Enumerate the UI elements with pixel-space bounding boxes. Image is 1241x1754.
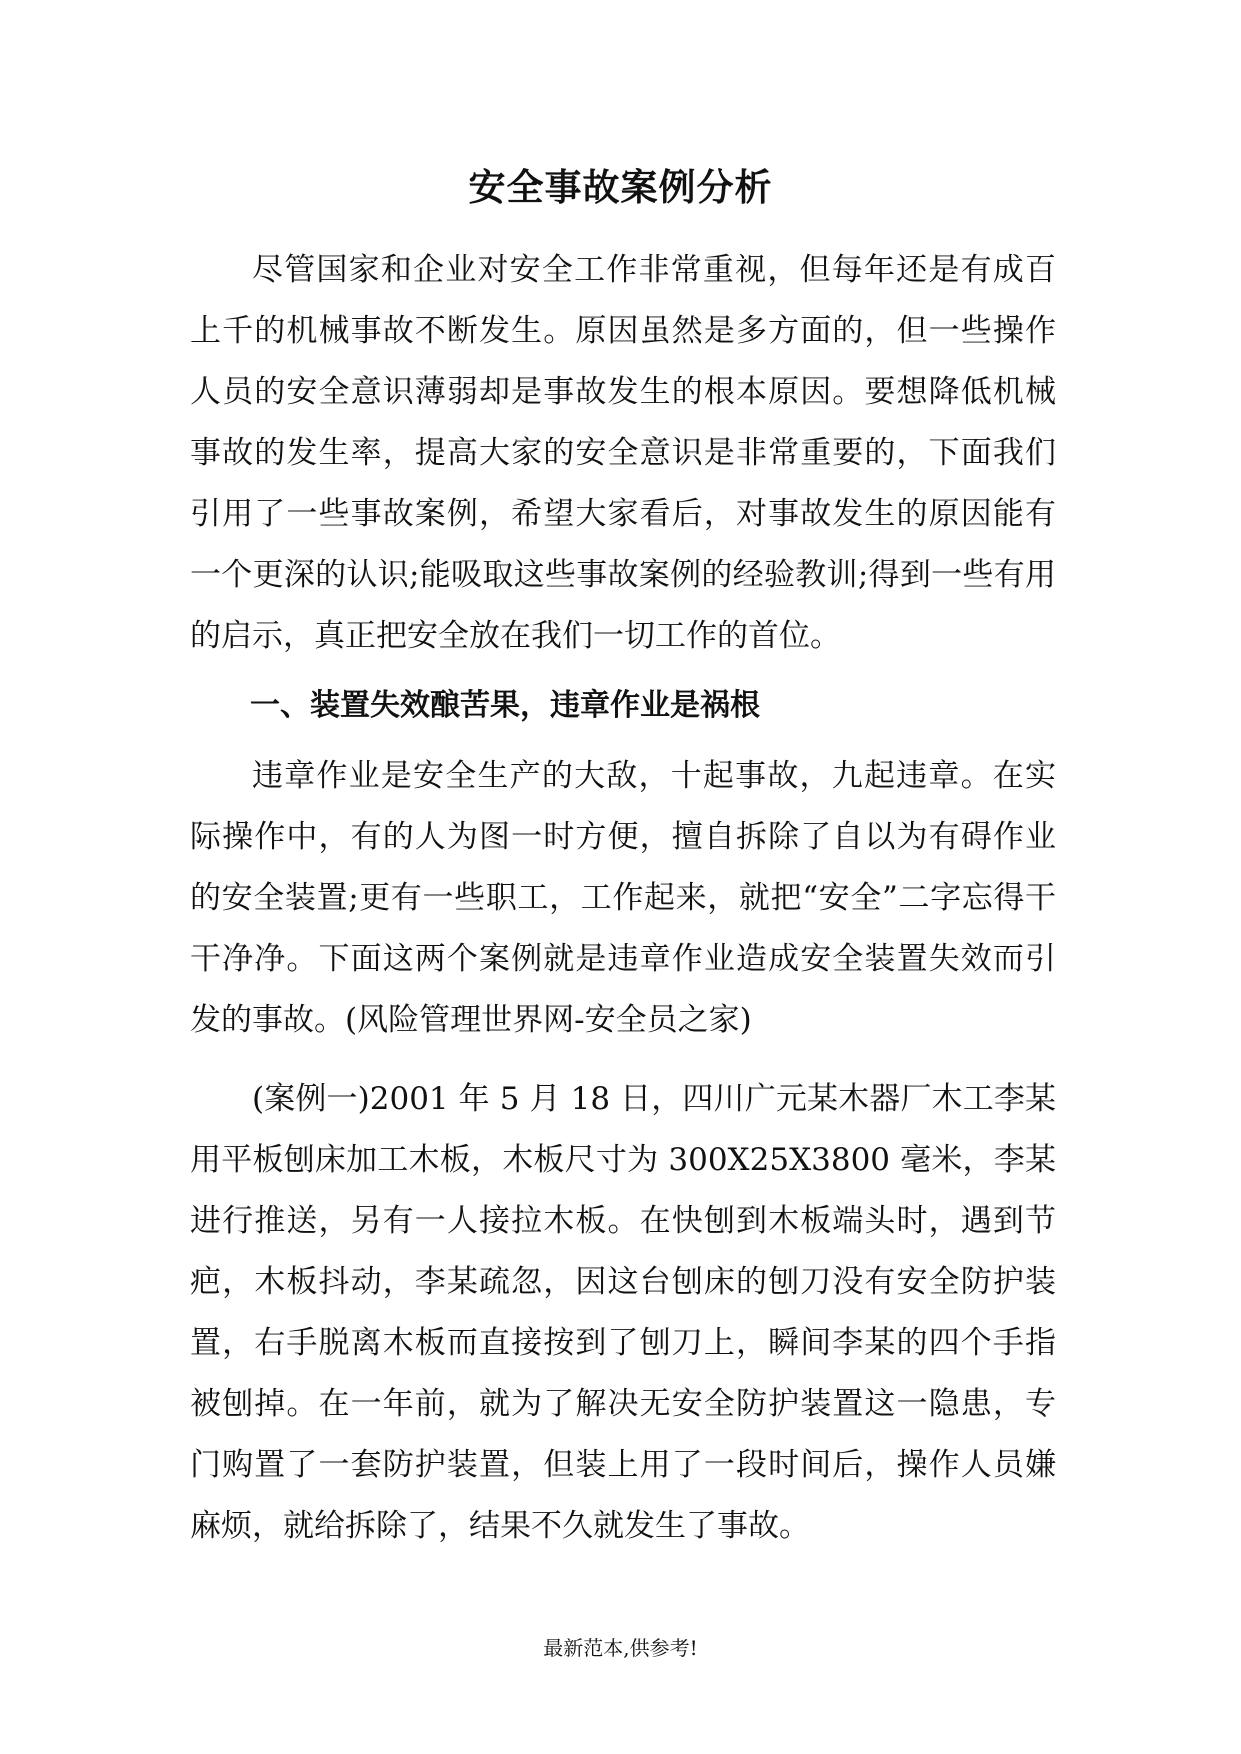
document-body: [190, 240, 1056, 1557]
page-title: 安全事故案例分析: [468, 166, 773, 209]
intro-paragraph: 尽管国家和企业对安全工作非常重视，但每年还是有成百上千的机械事故不断发生。原因虽然是多方面的，但一些操作人员的安全意识薄弱却是事故发生的根本原因。要想降低机械事故的发生率，提高大家的安全意识是非常重要的，下面我们引用了一些事故案例，希望大家看后，对事故发生的原因能有一个更深的认识;能吸取这些事故案例的经验教训;得到一些有用的启示，真正把安全放在我们一切工作的首位。: [190, 252, 1056, 654]
case-one-paragraph: (案例一)2001 年 5 月 18 日，四川广元某木器厂木工李某用平板刨床加工木板，木板尺寸为 300X25X3800 毫米，李某进行推送，另有一人接拉木板。在快刨到木板端头时，遇到节疤，木板抖动，李某疏忽，因这台刨床的刨刀没有安全防护装置，右手脱离木板而直接按到了刨刀上，瞬间李某的四个手指被刨掉。在一年前，就为了解决无安全防护装置这一隐患，专门购置了一套防护装置，但装上用了一段时间后，操作人员嫌麻烦，就给拆除了，结果不久就发生了事故。: [190, 1081, 1056, 1544]
section-paragraph: 违章作业是安全生产的大敌，十起事故，九起违章。在实际操作中，有的人为图一时方便，擅自拆除了自以为有碍作业的安全装置;更有一些职工，工作起来，就把“安全”二字忘得干干净净。下面这两个案例就是违章作业造成安全装置失效而引发的事故。(风险管理世界网-安全员之家): [190, 758, 1056, 1038]
section-heading: 一、装置失效酿苦果，违章作业是祸根: [250, 688, 760, 723]
page-footer: 最新范本,供参考!: [543, 1636, 698, 1660]
